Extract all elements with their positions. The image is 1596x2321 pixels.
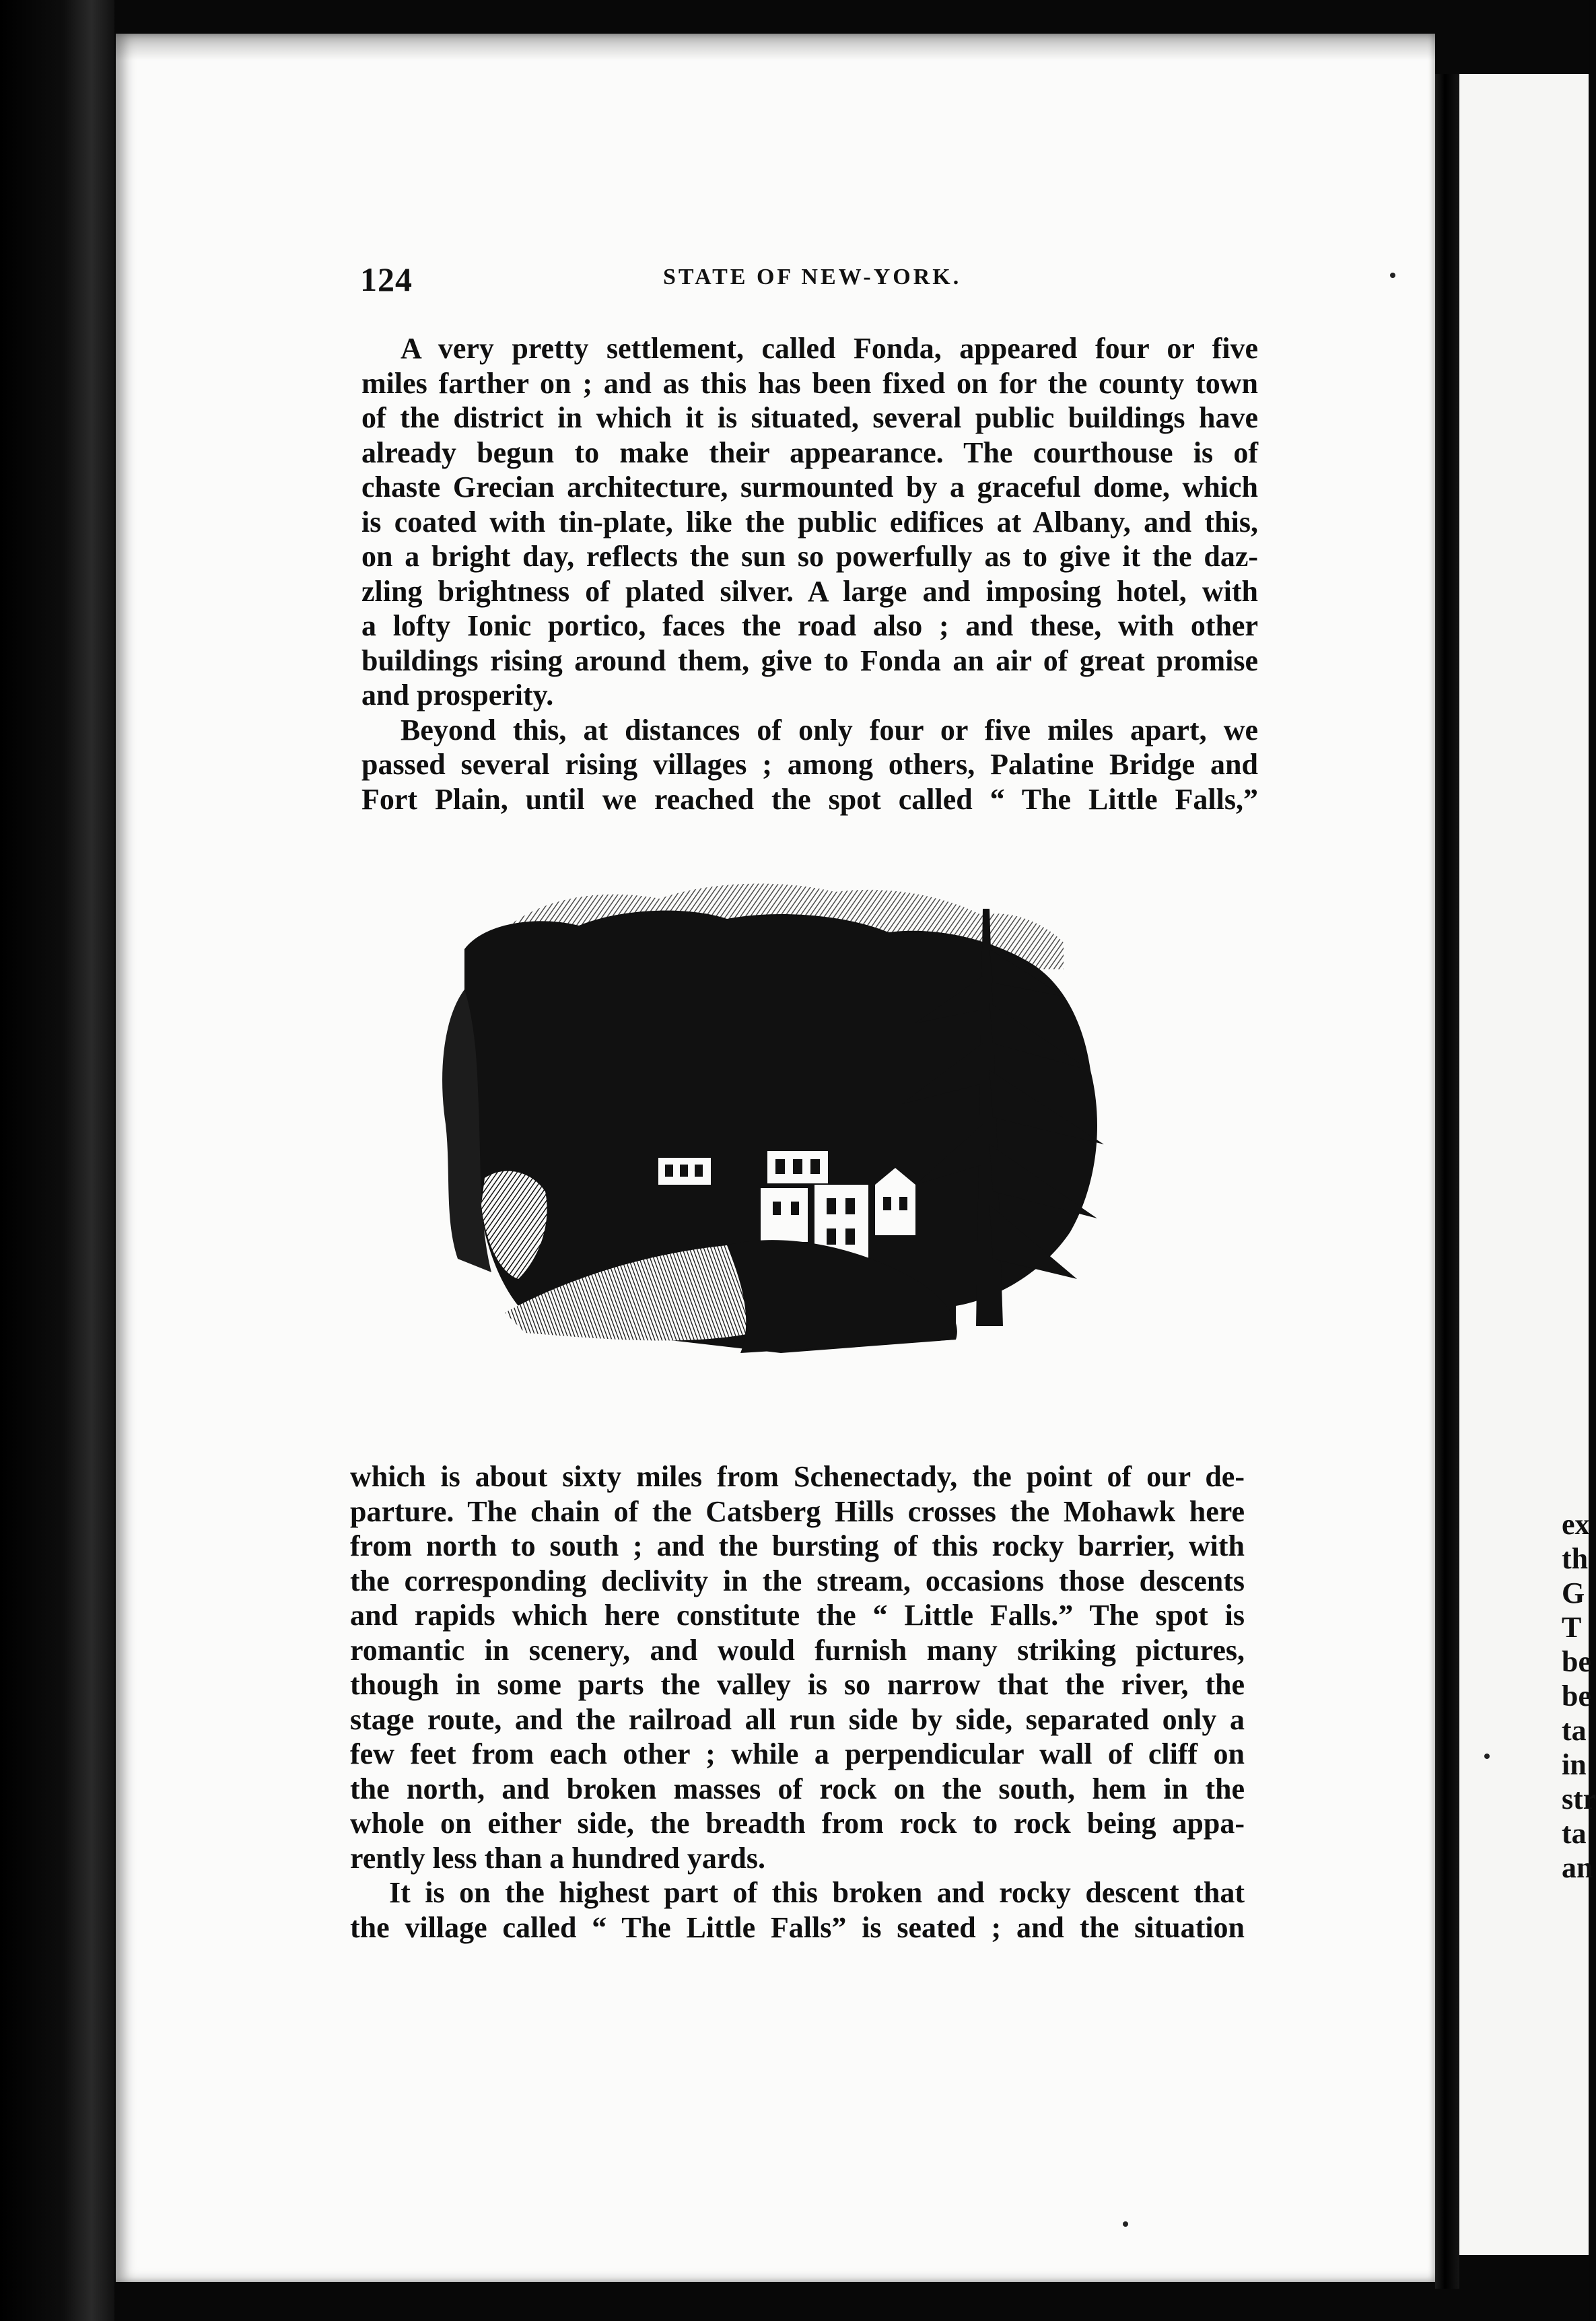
text-block-lower (350, 1459, 1245, 1945)
text-line: though in some parts the valley is so narrow that the river, the (350, 1668, 1245, 1701)
text-line: from north to south ; and the bursting of this rocky barrier, with (350, 1529, 1245, 1562)
text-line: few feet from each other ; while a perpendicular wall of cliff on (350, 1737, 1245, 1770)
facing-page-fragment: in (1562, 1748, 1587, 1781)
text-line: on a bright day, reflects the sun so powerfully as to give it the daz- (361, 540, 1258, 573)
ink-speck (1123, 2221, 1128, 2227)
text-line: and prosperity. (361, 679, 554, 712)
ink-speck (1390, 273, 1395, 278)
facing-page-fragment: be (1562, 1679, 1591, 1712)
text-line: buildings rising around them, give to Fonda an air of great promise (361, 644, 1258, 677)
facing-page-fragment: ta (1562, 1714, 1587, 1747)
scan-left-edge (0, 0, 114, 2321)
book-gutter (1435, 74, 1459, 2289)
paragraph-little-falls (350, 1459, 1245, 1875)
text-line: chaste Grecian architecture, surmounted by a graceful dome, which (361, 471, 1258, 504)
text-line: Fort Plain, until we reached the spot called “ The Little Falls,” (361, 782, 1258, 816)
text-line: the north, and broken masses of rock on the south, hem in the (350, 1772, 1245, 1805)
text-block-upper (361, 331, 1258, 817)
text-line: Beyond this, at distances of only four or five miles apart, we (401, 713, 1258, 747)
running-head: STATE OF NEW-YORK. (663, 265, 962, 289)
text-line: It is on the highest part of this broken and rocky descent that (389, 1876, 1245, 1909)
text-line: and rapids which here constitute the “ Little Falls.” The spot is (350, 1599, 1245, 1632)
facing-page-fragment: ta (1562, 1817, 1587, 1850)
text-line: the village called “ The Little Falls” is seated ; and the situation (350, 1910, 1245, 1944)
text-line: which is about sixty miles from Schenectady, the point of our de- (350, 1460, 1245, 1493)
facing-page-fragment: T (1562, 1611, 1582, 1644)
paragraph-villages (361, 713, 1258, 817)
ink-speck (1484, 1754, 1490, 1759)
facing-page-fragment: ex (1562, 1508, 1590, 1541)
text-line: of the district in which it is situated, several public buildings have (361, 401, 1258, 434)
little-falls-engraving (404, 868, 1225, 1387)
facing-page-fragment: be (1562, 1645, 1591, 1678)
text-line: A very pretty settlement, called Fonda, appeared four or five (401, 332, 1258, 365)
text-line: romantic in scenery, and would furnish many striking pictures, (350, 1633, 1245, 1667)
text-line: the corresponding declivity in the stream, occasions those descents (350, 1564, 1245, 1597)
facing-page-fragment: th (1562, 1542, 1589, 1575)
page-number: 124 (360, 261, 413, 298)
facing-page-fragment: an (1562, 1851, 1593, 1884)
text-line: parture. The chain of the Catsberg Hills crosses the Mohawk here (350, 1494, 1245, 1528)
text-line: whole on either side, the breadth from rock to rock being appa- (350, 1807, 1245, 1840)
text-line: a lofty Ionic portico, faces the road also ; and these, with other (361, 609, 1258, 642)
text-line: passed several rising villages ; among others, Palatine Bridge and (361, 748, 1258, 781)
text-line: is coated with tin-plate, like the public edifices at Albany, and this, (361, 505, 1258, 539)
facing-page-fragment: str (1562, 1782, 1596, 1815)
facing-page-fragment: G (1562, 1577, 1585, 1609)
paragraph-village-situation (350, 1875, 1245, 1945)
paragraph-fonda (361, 331, 1258, 713)
text-line: already begun to make their appearance. The courthouse is of (361, 436, 1258, 469)
text-line: miles farther on ; and as this has been fixed on for the county town (361, 366, 1258, 400)
text-line: zling brightness of plated silver. A large and imposing hotel, with (361, 574, 1258, 608)
text-line: rently less than a hundred yards. (350, 1841, 765, 1875)
text-line: stage route, and the railroad all run side by side, separated only a (350, 1702, 1245, 1736)
facing-page (1459, 74, 1596, 2255)
page-top-shadow (116, 34, 1435, 61)
